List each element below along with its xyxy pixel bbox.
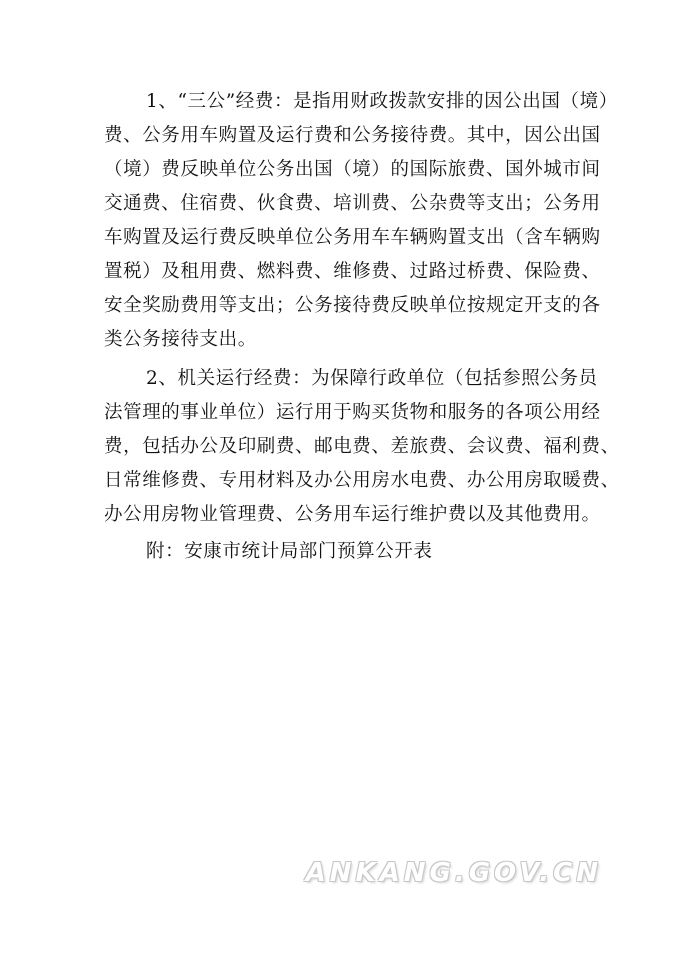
- paragraph-1-line-3: （境）费反映单位公务出国（境）的国际旅费、国外城市间: [104, 159, 601, 180]
- paragraph-1-line-6: 置税）及租用费、燃料费、维修费、过路过桥费、保险费、: [104, 261, 601, 282]
- paragraph-2-line-1: 2、机关运行经费：为保障行政单位（包括参照公务员: [146, 368, 598, 389]
- paragraph-2-line-2: 法管理的事业单位）运行用于购买货物和服务的各项公用经: [104, 402, 601, 423]
- paragraph-1-line-7: 安全奖励费用等支出；公务接待费反映单位按规定开支的各: [104, 295, 601, 316]
- paragraph-1-line-5: 车购置及运行费反映单位公务用车车辆购置支出（含车辆购: [104, 227, 601, 248]
- paragraph-2-line-4: 日常维修费、专用材料及办公用房水电费、办公用房取暖费、: [104, 470, 620, 491]
- paragraph-2-line-3: 费，包括办公及印刷费、邮电费、差旅费、会议费、福利费、: [104, 436, 620, 457]
- paragraph-1-line-4: 交通费、住宿费、伙食费、培训费、公杂费等支出；公务用: [104, 193, 601, 214]
- site-watermark: ANKANG.GOV.CN: [305, 858, 602, 888]
- paragraph-2-line-5: 办公用房物业管理费、公务用车运行维护费以及其他费用。: [104, 504, 601, 525]
- paragraph-1-line-1: 1、“三公”经费：是指用财政拨款安排的因公出国（境）: [146, 91, 618, 112]
- paragraph-1-line-2: 费、公务用车购置及运行费和公务接待费。其中，因公出国: [104, 125, 601, 146]
- paragraph-1-line-8: 类公务接待支出。: [104, 329, 257, 350]
- attachment-note: 附：安康市统计局部门预算公开表: [146, 541, 433, 562]
